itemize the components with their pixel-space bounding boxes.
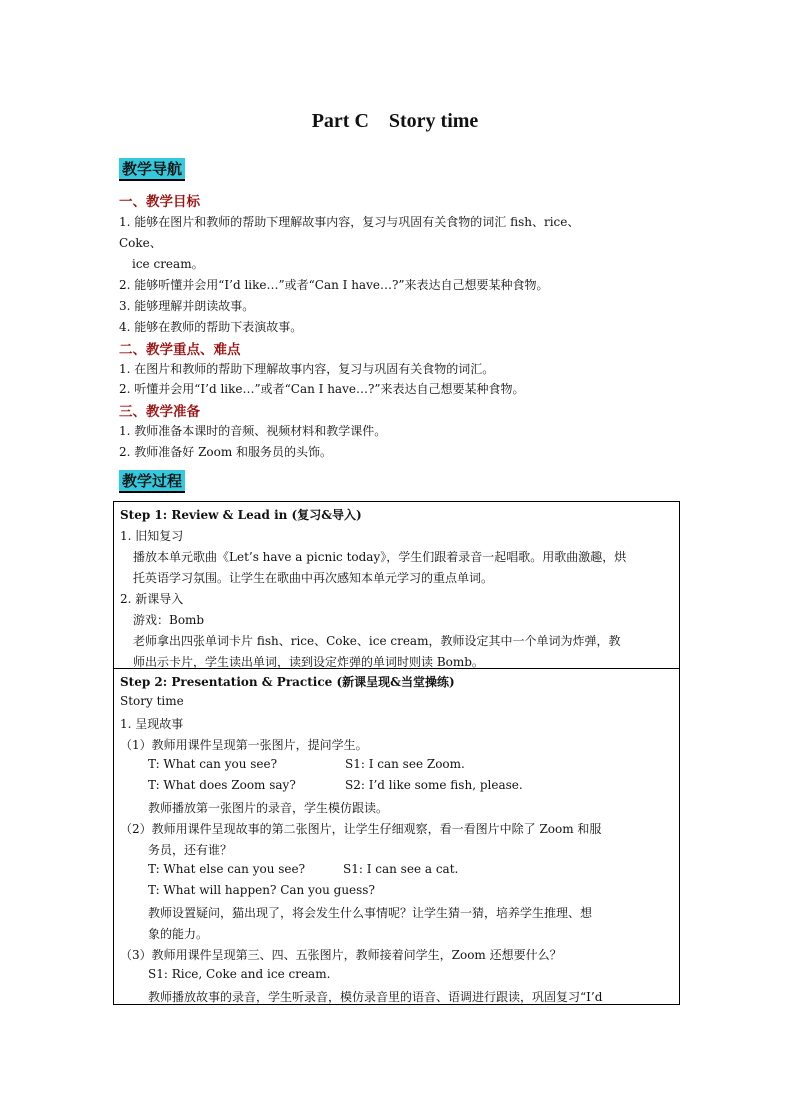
step2-heading: Step 2: Presentation & Practice (新课呈现&当堂操练) xyxy=(120,675,455,689)
teaching-nav-badge: 教学导航 xyxy=(119,158,185,181)
step2-line: 教师播放故事的录音，学生听录音，模仿录音里的语音、语调进行跟读，巩固复习“I’d xyxy=(148,990,603,1004)
process-table xyxy=(113,501,680,1005)
page-title: Part C Story time xyxy=(311,110,479,132)
goal-item: ice cream。 xyxy=(132,257,204,271)
step1-line: 播放本单元歌曲《Let’s have a picnic today》，学生们跟着录音一起唱歌。用歌曲激趣，烘 xyxy=(133,550,627,564)
step2-line: S2: I’d like some fish, please. xyxy=(345,778,523,792)
step2-line: 1. 呈现故事 xyxy=(120,717,184,731)
step2-line: 教师设置疑问，猫出现了，将会发生什么事情呢？让学生猜一猜，培养学生推理、想 xyxy=(148,906,593,920)
step2-line: （1）教师用课件呈现第一张图片，提问学生。 xyxy=(120,738,368,752)
step2-line: （2）教师用课件呈现故事的第二张图片，让学生仔细观察，看一看图片中除了 Zoom 和服 xyxy=(120,822,602,836)
goal-item: 4. 能够在教师的帮助下表演故事。 xyxy=(119,320,303,334)
goal-item: 3. 能够理解并朗读故事。 xyxy=(119,299,255,313)
step1-line: 老师拿出四张单词卡片 fish、rice、Coke、ice cream，教师设定其中一个单词为炸弹，教 xyxy=(133,634,621,648)
step2-line: 教师播放第一张图片的录音，学生模仿跟读。 xyxy=(148,801,389,815)
goals-heading: 一、教学目标 xyxy=(119,194,200,210)
step1-line: 1. 旧知复习 xyxy=(120,529,184,543)
focus-item: 2. 听懂并会用“I’d like…”或者“Can I have…?”来表达自己想要某种食物。 xyxy=(119,382,525,396)
step2-line: Story time xyxy=(120,694,184,708)
step2-line: S1: I can see Zoom. xyxy=(345,757,465,771)
step1-line: 托英语学习氛围。让学生在歌曲中再次感知本单元学习的重点单词。 xyxy=(133,571,494,585)
step2-line: 象的能力。 xyxy=(148,927,209,941)
step2-line: T: What can you see? xyxy=(148,757,278,771)
step2-line: （3）教师用课件呈现第三、四、五张图片，教师接着问学生，Zoom 还想要什么？ xyxy=(120,948,562,962)
focus-heading: 二、教学重点、难点 xyxy=(119,342,241,358)
prep-item: 2. 教师准备好 Zoom 和服务员的头饰。 xyxy=(119,445,333,459)
focus-item: 1. 在图片和教师的帮助下理解故事内容，复习与巩固有关食物的词汇。 xyxy=(119,362,495,376)
step2-line: 务员，还有谁？ xyxy=(148,843,233,857)
step1-line: 2. 新课导入 xyxy=(120,592,184,606)
step1-heading: Step 1: Review & Lead in (复习&导入) xyxy=(120,508,362,522)
step2-line: T: What will happen? Can you guess? xyxy=(148,883,375,897)
prep-item: 1. 教师准备本课时的音频、视频材料和教学课件。 xyxy=(119,424,387,438)
step2-line: T: What does Zoom say? xyxy=(148,778,296,792)
step2-line: S1: Rice, Coke and ice cream. xyxy=(148,967,331,981)
step1-line: 师出示卡片，学生读出单词，读到设定炸弹的单词时则读 Bomb。 xyxy=(133,655,484,669)
goal-item: Coke、 xyxy=(119,236,162,250)
step2-line: T: What else can you see? xyxy=(148,862,306,876)
prep-heading: 三、教学准备 xyxy=(119,404,200,420)
step2-line: S1: I can see a cat. xyxy=(343,862,459,876)
goal-item: 1. 能够在图片和教师的帮助下理解故事内容，复习与巩固有关食物的词汇 fish、rice、 xyxy=(119,215,580,229)
goal-item: 2. 能够听懂并会用“I’d like…”或者“Can I have…?”来表达自己想要某种食物。 xyxy=(119,278,549,292)
step1-cell xyxy=(114,502,679,669)
step2-cell xyxy=(114,669,679,1004)
step1-line: 游戏：Bomb xyxy=(133,613,205,627)
teaching-process-badge: 教学过程 xyxy=(119,470,185,493)
